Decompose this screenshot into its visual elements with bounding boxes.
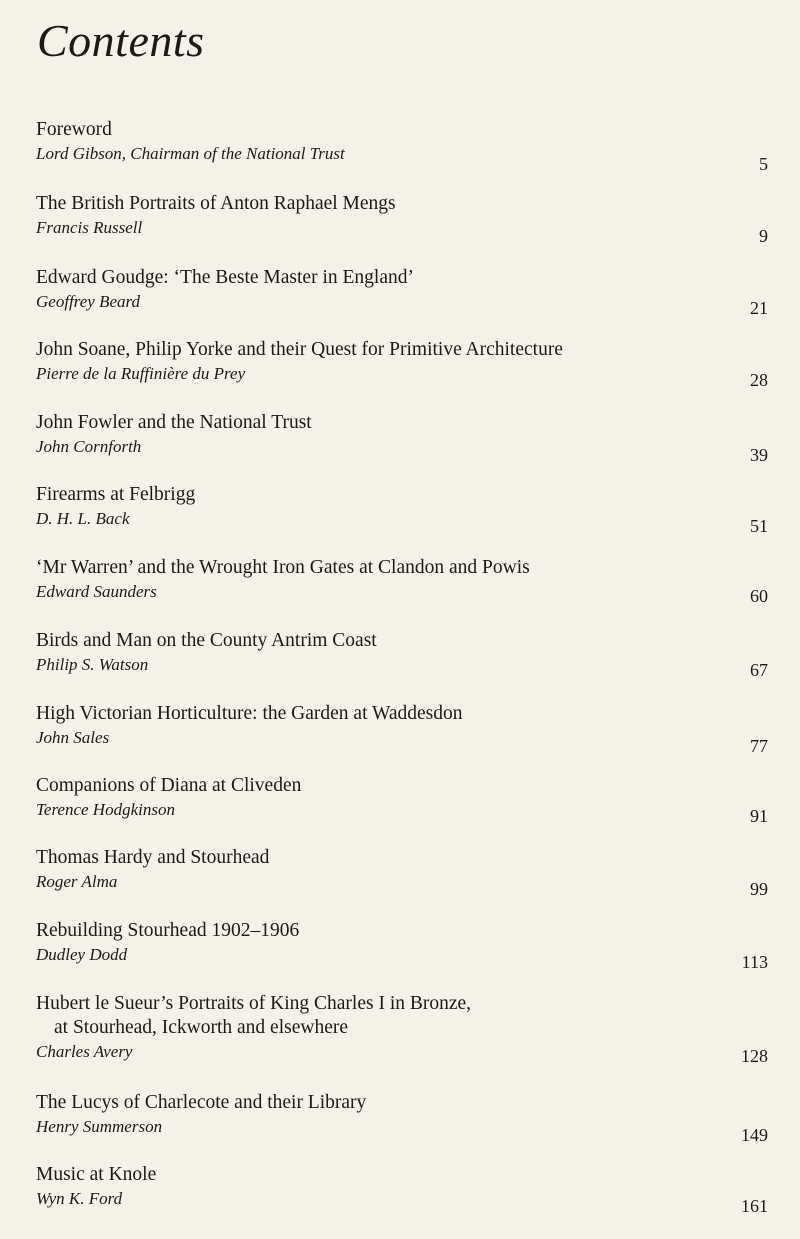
toc-entry[interactable] xyxy=(36,846,768,899)
entry-author: Francis Russell xyxy=(36,218,143,237)
toc-entry[interactable] xyxy=(36,1091,768,1145)
toc-entry[interactable] xyxy=(36,483,768,536)
entry-author: Edward Saunders xyxy=(36,582,157,601)
entry-page-number: 60 xyxy=(750,586,768,606)
entry-author: Roger Alma xyxy=(36,872,118,891)
entry-title: Birds and Man on the County Antrim Coast xyxy=(36,630,377,651)
entry-author: D. H. L. Back xyxy=(36,509,130,528)
entry-page-number: 128 xyxy=(741,1046,768,1066)
entry-title: Companions of Diana at Cliveden xyxy=(36,775,302,796)
entry-author: Terence Hodgkinson xyxy=(36,800,175,819)
entry-title-line: Hubert le Sueur’s Portraits of King Charles I in Bronze, xyxy=(36,993,472,1014)
entry-page-number: 51 xyxy=(750,516,768,536)
entry-author: Charles Avery xyxy=(36,1042,133,1061)
toc-entry[interactable] xyxy=(36,992,768,1064)
entry-title: High Victorian Horticulture: the Garden at Waddesdon xyxy=(36,703,463,724)
toc-entry[interactable] xyxy=(36,556,768,604)
toc-entry[interactable] xyxy=(36,774,768,826)
toc-entry[interactable] xyxy=(36,266,768,318)
entry-page-number: 9 xyxy=(759,226,768,246)
entry-author: Wyn K. Ford xyxy=(36,1189,123,1208)
entry-author: John Sales xyxy=(36,728,110,747)
entry-author: Lord Gibson, Chairman of the National Trust xyxy=(36,144,345,163)
toc-entry[interactable] xyxy=(36,338,768,390)
entry-page-number: 113 xyxy=(741,952,768,972)
entry-title xyxy=(36,992,768,1040)
page-title: Contents xyxy=(37,15,205,66)
entry-page-number: 99 xyxy=(750,879,768,899)
toc-entry[interactable] xyxy=(36,1163,768,1216)
entry-title: Music at Knole xyxy=(36,1164,157,1185)
entry-title: ‘Mr Warren’ and the Wrought Iron Gates at Clandon and Powis xyxy=(36,557,530,578)
entry-title: Rebuilding Stourhead 1902–1906 xyxy=(36,920,300,941)
entry-author: John Cornforth xyxy=(36,437,142,456)
entry-page-number: 5 xyxy=(759,154,768,174)
entry-page-number: 39 xyxy=(750,445,768,465)
entry-title: The Lucys of Charlecote and their Library xyxy=(36,1092,367,1113)
entry-author: Geoffrey Beard xyxy=(36,292,141,311)
entry-author: Henry Summerson xyxy=(36,1117,163,1136)
entry-page-number: 21 xyxy=(750,298,768,318)
entry-title: Thomas Hardy and Stourhead xyxy=(36,847,270,868)
entry-title-continuation: at Stourhead, Ickworth and elsewhere xyxy=(54,1017,349,1038)
entry-title: John Fowler and the National Trust xyxy=(36,412,312,433)
entry-page-number: 77 xyxy=(750,736,768,756)
entry-title: The British Portraits of Anton Raphael Mengs xyxy=(36,193,396,214)
entry-page-number: 149 xyxy=(741,1125,768,1145)
entry-title: Foreword xyxy=(36,119,112,140)
toc-entry[interactable] xyxy=(36,192,768,246)
entry-title: Firearms at Felbrigg xyxy=(36,484,196,505)
entry-title: John Soane, Philip Yorke and their Quest for Primitive Architecture xyxy=(36,339,563,360)
entry-author: Dudley Dodd xyxy=(36,945,128,964)
toc-entry[interactable] xyxy=(36,919,768,972)
entry-page-number: 161 xyxy=(741,1196,768,1216)
toc-entry[interactable] xyxy=(36,118,768,174)
entry-title: Edward Goudge: ‘The Beste Master in England’ xyxy=(36,267,414,288)
entry-page-number: 28 xyxy=(750,370,768,390)
entry-page-number: 67 xyxy=(750,660,768,680)
toc-entry[interactable] xyxy=(36,702,768,756)
entry-author: Pierre de la Ruffinière du Prey xyxy=(36,364,246,383)
entry-author: Philip S. Watson xyxy=(36,655,149,674)
toc-entry[interactable] xyxy=(36,629,768,680)
toc-entry[interactable] xyxy=(36,411,768,465)
entry-page-number: 91 xyxy=(750,806,768,826)
